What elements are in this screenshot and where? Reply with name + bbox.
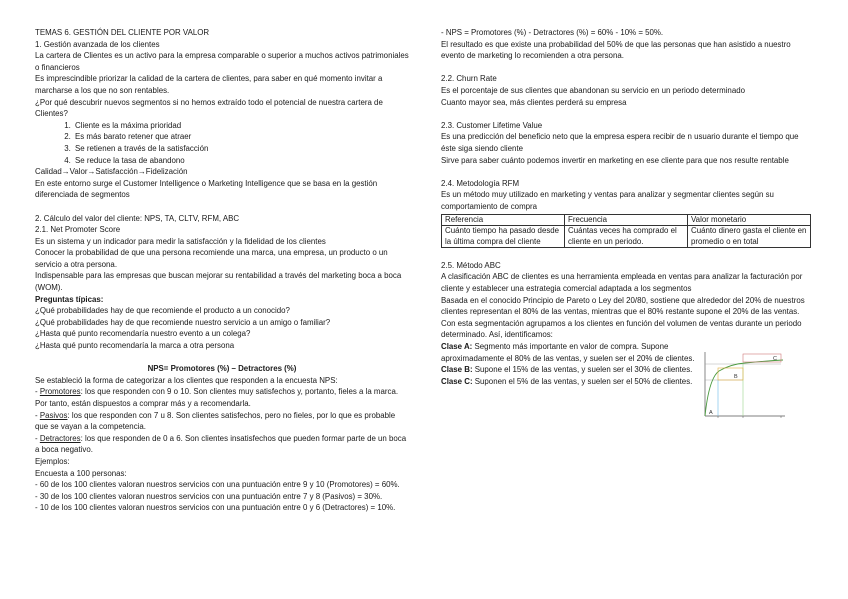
section-1-paragraph: ¿Por qué descubrir nuevos segmentos si no hemos extraído todo el potencial de nuestra cartera de Clientes? xyxy=(35,97,383,119)
promotores-definition: - Promotores: los que responden con 9 o 10. Son clientes muy satisfechos y, portanto, fieles a la marca. Por tanto, están dispuestos a comprar más y a recomendarla. xyxy=(35,387,399,408)
pasivos-term: Pasivos xyxy=(39,410,68,420)
nps-paragraph: Es un sistema y un indicador para medir la satisfacción y la fidelidad de los clientes xyxy=(35,236,326,246)
section-1-paragraph: En este entorno surge el Customer Intelligence o Marketing Intelligence que se basa en la gestión diferenciada de segmentos xyxy=(35,178,378,200)
table-cell: Cuánto tiempo ha pasado desde la última compra del cliente xyxy=(442,226,565,248)
abc-paragraph: Basada en el conocido Principio de Pareto o Ley del 20/80, sostiene que alrededor del 20% de nuestros clientes representan el 80% de las ventas, mientras que el 80% restante supone el 20% de las ventas. xyxy=(441,295,805,317)
detractores-term: Detractores xyxy=(39,433,81,443)
question: ¿Qué probabilidades hay de que recomiende nuestro servicio a un amigo o familiar? xyxy=(35,317,331,327)
nps-result: - NPS = Promotores (%) - Detractores (%) = 60% - 10% = 50%. xyxy=(441,28,664,37)
table-header-cell: Valor monetario xyxy=(688,214,811,226)
class-b-label: Clase B: xyxy=(441,365,473,375)
section-2-2-heading: 2.2. Churn Rate xyxy=(441,74,497,84)
question: ¿Hasta qué punto recomendaría la marca a otra persona xyxy=(35,341,235,351)
right-column xyxy=(441,27,813,416)
chart-label-b: B xyxy=(734,373,738,380)
class-c xyxy=(441,376,711,388)
section-2-heading: 2. Cálculo del valor del cliente: NPS, TA, CLTV, RFM, ABC xyxy=(35,213,240,223)
abc-paragraph: Con esta segmentación agrupamos a los clientes en función del volumen de ventas durante un periodo determinado. Así, identificamos: xyxy=(441,318,802,340)
detractores-definition: - Detractores: los que responden de 0 a 6. Son clientes insatisfechos que pueden formar parte de un boca a boca negativo. xyxy=(35,433,407,455)
section-2-4-heading: 2.4. Metodología RFM xyxy=(441,178,520,188)
value-chain: Calidad→Valor→Satisfacción→Fidelización xyxy=(35,167,188,177)
churn-paragraph: Es el porcentaje de sus clientes que abandonan su servicio en un periodo determinado xyxy=(441,85,745,95)
class-a xyxy=(441,341,711,364)
class-a-text: Segmento más importante en valor de compra. Supone aproximadamente el 80% de las ventas, y suelen ser el 20% de clientes. xyxy=(441,342,695,363)
section-2-5-heading: 2.5. Método ABC xyxy=(441,260,501,270)
rfm-paragraph: Es un método muy utilizado en marketing y ventas para analizar y segmentar clientes según su comportamiento de compra xyxy=(441,190,774,211)
class-b-text: Supone el 15% de las ventas, y suelen ser el 30% de clientes. xyxy=(472,365,693,375)
chart-label-c: C xyxy=(773,355,777,362)
class-c-text: Suponen el 5% de las ventas, y suelen ser el 50% de clientes. xyxy=(472,376,693,386)
nps-paragraph: Conocer la probabilidad de que una persona recomiende una marca, una empresa, un producto o un servicio a otra persona. xyxy=(35,248,388,269)
class-b xyxy=(441,364,711,376)
chart-curve xyxy=(705,360,783,416)
class-c-label: Clase C: xyxy=(441,376,473,386)
question: ¿Hasta qué punto recomendaría nuestro evento a un colega? xyxy=(35,329,251,339)
pasivos-text: : los que responden con 7 u 8. Son clientes satisfechos, pero no fieles, por lo que es probable que se vayan a la competencia. xyxy=(35,410,396,432)
table-header-cell: Referencia xyxy=(442,214,565,226)
abc-paragraph: A clasificación ABC de clientes es una herramienta empleada en ventas para analizar la facturación por cliente y establecer una estrategia comercial adaptada a los segmentos xyxy=(441,272,803,294)
class-a-label: Clase A: xyxy=(441,342,473,352)
pasivos-definition: - Pasivos: los que responden con 7 u 8. Son clientes satisfechos, pero no fieles, por lo que es probable que se vayan a la competencia. xyxy=(35,410,396,432)
cltv-paragraph: Sirve para saber cuánto podemos invertir en marketing en ese cliente para que nos resulte rentable xyxy=(441,155,789,165)
section-2-3-heading: 2.3. Customer Lifetime Value xyxy=(441,120,543,130)
promotores-text: : los que responden con 9 o 10. Son clientes muy satisfechos y, portanto, fieles a la marca. Por tanto, están dispuestos a comprar más y a recomendarla. xyxy=(35,387,399,408)
detractores-text: : los que responden de 0 a 6. Son clientes insatisfechos que pueden formar parte de un boca a boca negativo. xyxy=(35,433,407,455)
section-1-paragraph: Es imprescindible priorizar la calidad de la cartera de clientes, para saber en qué momento invitar a marcharse a los que no son rentables. xyxy=(35,74,383,95)
abc-pareto-figure xyxy=(693,344,789,428)
list-item: 4. Se reduce la tasa de abandono xyxy=(73,155,409,167)
document-title: TEMAS 6. GESTIÓN DEL CLIENTE POR VALOR xyxy=(35,28,210,37)
priorities-list xyxy=(35,120,409,166)
table-cell: Cuánto dinero gasta el cliente en promedio o en total xyxy=(688,226,811,248)
table-header-cell: Frecuencia xyxy=(565,214,688,226)
section-2-1-heading: 2.1. Net Promoter Score xyxy=(35,225,121,235)
left-column xyxy=(35,27,409,514)
nps-intro: Se estableció la forma de categorizar a los clientes que responden a la encuesta NPS: xyxy=(35,375,338,385)
nps-paragraph: Indispensable para las empresas que buscan mejorar su rentabilidad a través del marketing boca a boca (WOM). xyxy=(35,271,402,293)
example-line: - 60 de los 100 clientes valoran nuestros servicios con una puntuación entre 9 y 10 (Promotores) = 60%. xyxy=(35,480,400,490)
list-item: 2. Es más barato retener que atraer xyxy=(73,131,409,143)
churn-paragraph: Cuanto mayor sea, más clientes perderá su empresa xyxy=(441,97,627,107)
promotores-term: Promotores xyxy=(39,387,81,397)
section-1-paragraph: La cartera de Clientes es un activo para la empresa comparable o superior a muchos activos patrimoniales o financieros xyxy=(35,51,409,72)
questions-heading: Preguntas típicas: xyxy=(35,294,104,304)
list-item: 1. Cliente es la máxima prioridad xyxy=(73,120,409,132)
rfm-table xyxy=(441,214,811,249)
examples-label: Ejemplos: xyxy=(35,456,70,466)
nps-formula: NPS= Promotores (%) – Detractores (%) xyxy=(147,364,297,374)
cltv-paragraph: Es una predicción del beneficio neto que la empresa espera recibir de n usuario durante el tiempo que éste siga siendo cliente xyxy=(441,132,799,153)
nps-conclusion: El resultado es que existe una probabilidad del 50% de que las personas que han asistido a nuestro evento de marketing lo recomienden a otra persona. xyxy=(441,39,791,61)
example-line: - 10 de los 100 clientes valoran nuestros servicios con una puntuación entre 0 y 6 (Detractores) = 10%. xyxy=(35,503,396,513)
chart-label-a: A xyxy=(709,409,713,416)
table-header-row xyxy=(442,214,811,226)
question: ¿Qué probabilidades hay de que recomiende el producto a un conocido? xyxy=(35,306,290,316)
abc-classes xyxy=(441,341,711,387)
table-cell: Cuántas veces ha comprado el cliente en un periodo. xyxy=(565,226,688,248)
list-item: 3. Se retienen a través de la satisfacción xyxy=(73,143,409,155)
table-row xyxy=(442,226,811,248)
abc-section xyxy=(441,260,813,416)
example-line: - 30 de los 100 clientes valoran nuestros servicios con una puntuación entre 7 y 8 (Pasivos) = 30%. xyxy=(35,491,383,501)
survey-label: Encuesta a 100 personas: xyxy=(35,468,127,478)
section-1-heading: 1. Gestión avanzada de los clientes xyxy=(35,39,160,49)
